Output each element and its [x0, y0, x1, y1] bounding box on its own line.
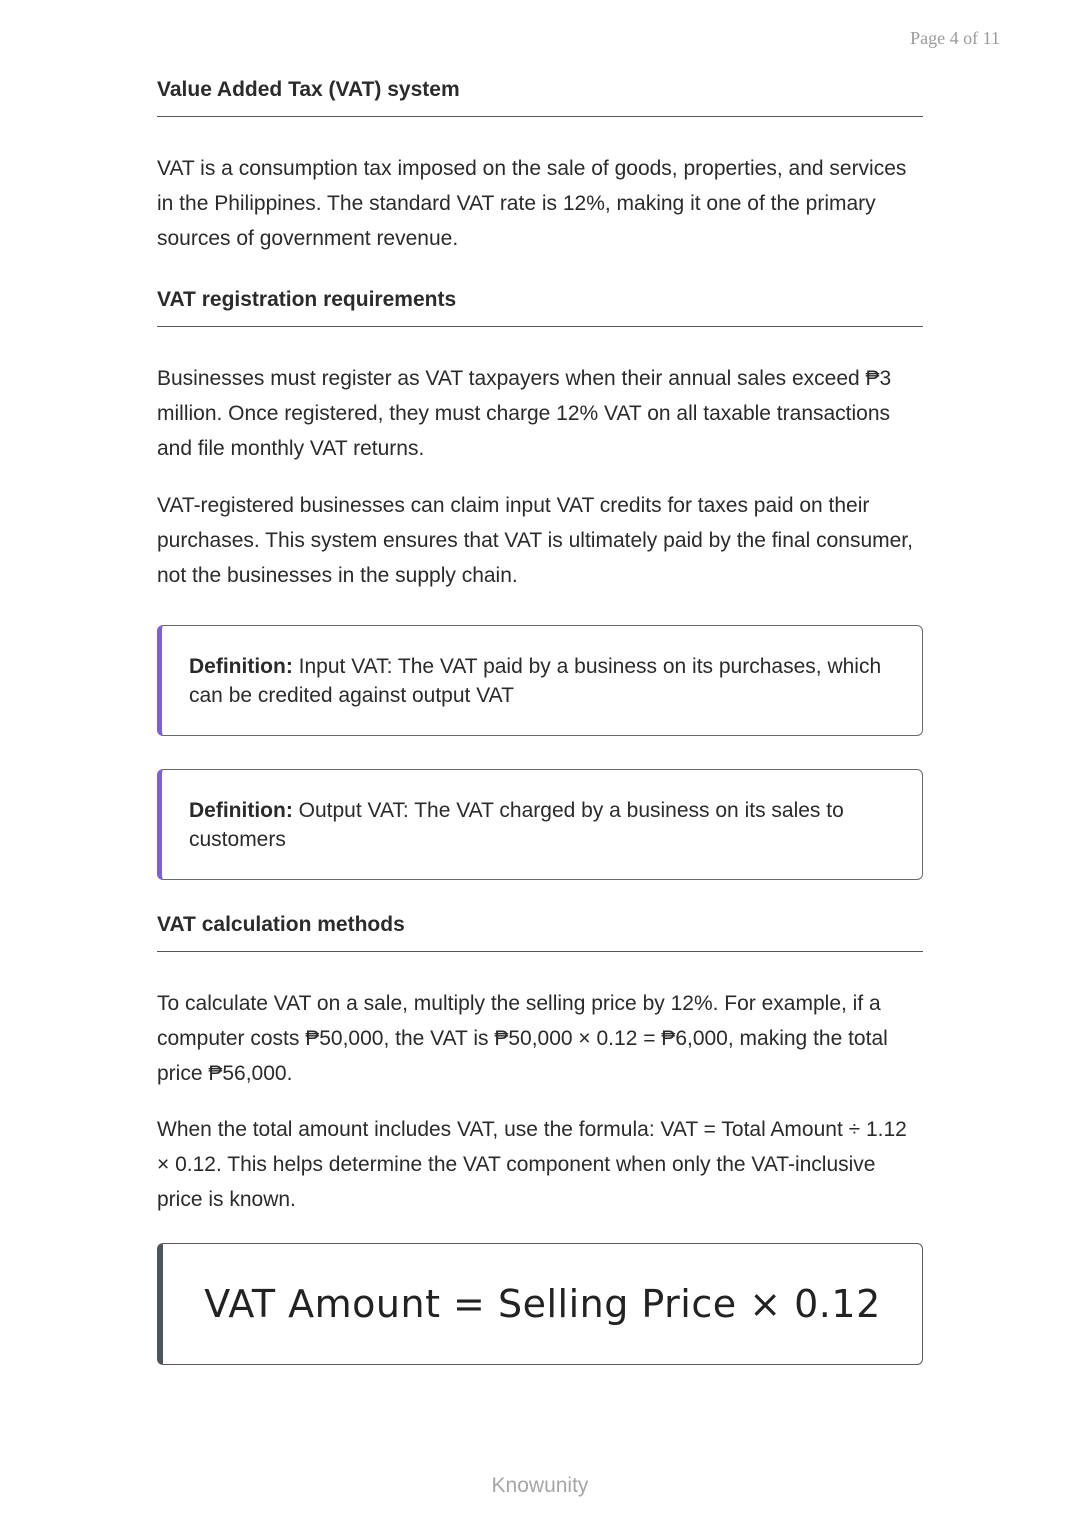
paragraph-calculation-example: To calculate VAT on a sale, multiply the selling price by 12%. For example, if a computer costs ₱50,000, the VAT is ₱50,000 × 0.12 = ₱6,000, making the total price ₱56,000.	[157, 992, 888, 1085]
definition-text: Input VAT: The VAT paid by a business on its purchases, which can be credited against output VAT	[189, 655, 882, 707]
definition-text: Output VAT: The VAT charged by a business on its sales to customers	[189, 799, 844, 851]
definition-label: Definition:	[189, 655, 293, 678]
page-number: Page 4 of 11	[910, 28, 1000, 48]
paragraph-registration-threshold: Businesses must register as VAT taxpayers when their annual sales exceed ₱3 million. Once registered, they must charge 12% VAT on all taxable transactions and file monthly VAT returns.	[157, 367, 892, 460]
definition-label: Definition:	[189, 799, 293, 822]
paragraph-input-vat-credits: VAT-registered businesses can claim input VAT credits for taxes paid on their purchases. This system ensures that VAT is ultimately paid by the final consumer, not the businesses in the supply chain.	[157, 494, 913, 587]
heading-vat-calculation: VAT calculation methods	[157, 913, 923, 952]
heading-vat-system: Value Added Tax (VAT) system	[157, 78, 923, 117]
definition-box-output-vat	[157, 769, 923, 880]
paragraph-vat-intro: VAT is a consumption tax imposed on the sale of goods, properties, and services in the Philippines. The standard VAT rate is 12%, making it one of the primary sources of government revenue.	[157, 157, 907, 250]
footer-brand-logo: Knowunity	[491, 1474, 589, 1497]
definition-box-input-vat	[157, 625, 923, 736]
heading-vat-registration: VAT registration requirements	[157, 288, 923, 327]
formula-box	[157, 1243, 923, 1365]
formula-text: VAT Amount = Selling Price × 0.12	[204, 1282, 881, 1326]
paragraph-vat-inclusive-formula: When the total amount includes VAT, use the formula: VAT = Total Amount ÷ 1.12 × 0.12. This helps determine the VAT component when only the VAT-inclusive price is known.	[157, 1118, 907, 1211]
